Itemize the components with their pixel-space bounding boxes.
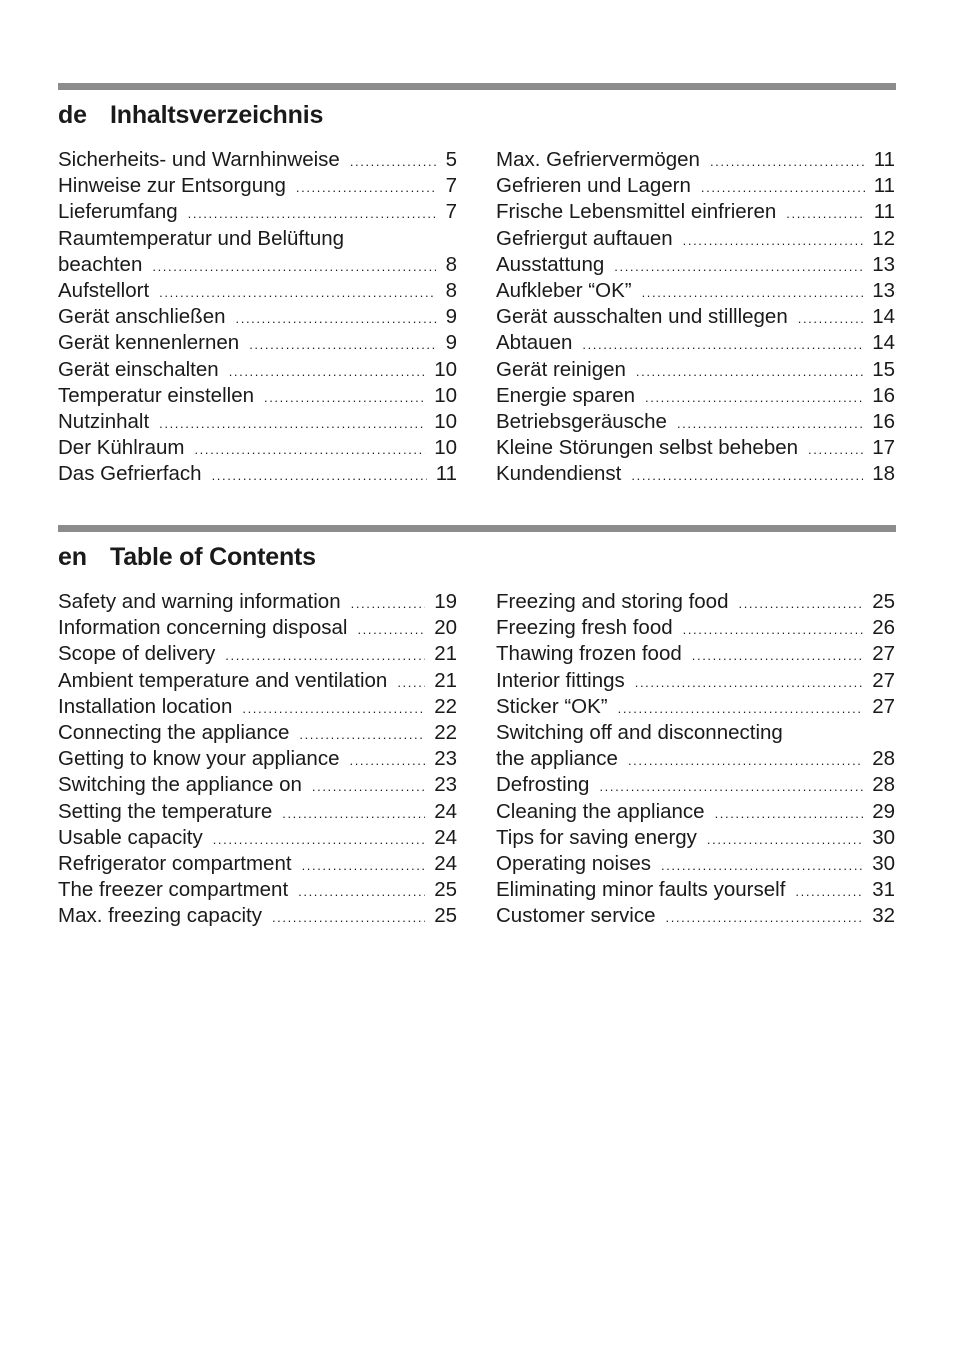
toc-entry-title: Usable capacity — [58, 825, 203, 849]
dot-leader — [152, 254, 436, 280]
toc-entry[interactable] — [58, 147, 457, 173]
toc-entry[interactable] — [58, 409, 457, 435]
toc-column-right — [496, 147, 895, 487]
dot-leader — [351, 591, 426, 617]
toc-entry-title: Gerät ausschalten und stilllegen — [496, 305, 788, 329]
toc-entry-page: 21 — [434, 668, 457, 692]
toc-entry[interactable] — [496, 694, 895, 720]
toc-entry[interactable] — [58, 746, 457, 772]
toc-entry[interactable] — [496, 877, 895, 903]
toc-entry[interactable] — [58, 357, 457, 383]
toc-entry-page: 10 — [434, 436, 457, 460]
dot-leader — [738, 591, 863, 617]
toc-entry[interactable] — [58, 851, 457, 877]
dot-leader — [631, 463, 863, 489]
toc-entry[interactable] — [496, 330, 895, 356]
dot-leader — [666, 905, 864, 931]
toc-entry-page: 29 — [872, 799, 895, 823]
dot-leader — [282, 801, 425, 827]
toc-entry-title: Ambient temperature and ventilation — [58, 668, 388, 692]
section-title: Table of Contents — [110, 543, 316, 571]
toc-entry-title: beachten — [58, 252, 143, 276]
toc-entry-title: Max. Gefriervermögen — [496, 148, 700, 171]
toc-entry-page: 14 — [872, 331, 895, 355]
toc-entry-page: 10 — [434, 409, 457, 433]
toc-entry-page: 22 — [434, 720, 457, 744]
toc-entry-page: 7 — [445, 174, 457, 198]
toc-entry-title: Setting the temperature — [58, 799, 273, 823]
toc-entry-page: 10 — [434, 357, 457, 381]
toc-entry-page: 27 — [872, 694, 895, 718]
dot-leader — [159, 411, 425, 437]
toc-entry-title: Information concerning disposal — [58, 616, 348, 640]
toc-entry[interactable] — [496, 641, 895, 667]
section-divider — [58, 83, 896, 90]
toc-entry-page: 24 — [434, 851, 457, 875]
toc-entry-page: 10 — [434, 383, 457, 407]
dot-leader — [642, 280, 864, 306]
toc-entry-title: Thawing frozen food — [496, 642, 682, 666]
dot-leader — [692, 643, 863, 669]
dot-leader — [683, 228, 864, 254]
dot-leader — [272, 905, 425, 931]
toc-entry-page: 25 — [434, 878, 457, 902]
toc-entry-title: Gefriergut auftauen — [496, 226, 673, 250]
section-heading — [58, 101, 896, 131]
dot-leader — [710, 149, 865, 175]
dot-leader — [312, 774, 425, 800]
toc-entry-title: Tips for saving energy — [496, 825, 697, 849]
toc-entry[interactable] — [58, 226, 457, 252]
toc-entry-page: 32 — [872, 904, 895, 928]
toc-entry-page: 15 — [872, 357, 895, 381]
toc-entry-title: Temperatur einstellen — [58, 383, 254, 407]
toc-section-en — [58, 525, 896, 928]
toc-entry-title: Freezing fresh food — [496, 616, 673, 640]
toc-entry[interactable] — [496, 304, 895, 330]
toc-entry-page: 9 — [445, 305, 457, 329]
toc-entry-page: 31 — [872, 878, 895, 902]
toc-entry-page: 27 — [872, 668, 895, 692]
toc-entry-page: 17 — [872, 436, 895, 460]
dot-leader — [229, 359, 426, 385]
toc-entry-page: 23 — [434, 747, 457, 771]
toc-entry-page: 25 — [434, 904, 457, 928]
dot-leader — [296, 175, 436, 201]
language-code: de — [58, 101, 87, 129]
toc-entry[interactable] — [496, 147, 895, 173]
dot-leader — [645, 385, 863, 411]
dot-leader — [618, 696, 864, 722]
toc-entry-page: 7 — [445, 200, 457, 224]
toc-entry[interactable] — [496, 799, 895, 825]
toc-entry-page: 24 — [434, 825, 457, 849]
toc-entry[interactable] — [496, 589, 895, 615]
toc-entry[interactable] — [58, 278, 457, 304]
dot-leader — [242, 696, 425, 722]
dot-leader — [302, 853, 426, 879]
toc-entry[interactable] — [496, 409, 895, 435]
toc-entry[interactable] — [496, 615, 895, 641]
toc-entry-title: Nutzinhalt — [58, 409, 150, 433]
toc-entry[interactable] — [58, 877, 457, 903]
toc-entry[interactable] — [496, 357, 895, 383]
toc-entry-title: Lieferumfang — [58, 200, 178, 224]
toc-entry-title: Energie sparen — [496, 383, 636, 407]
dot-leader — [635, 670, 863, 696]
toc-entry-page: 5 — [445, 148, 457, 171]
toc-entry-page: 16 — [872, 383, 895, 407]
toc-entry-page: 30 — [872, 825, 895, 849]
toc-entry[interactable] — [58, 799, 457, 825]
dot-leader — [397, 670, 425, 696]
toc-entry[interactable] — [58, 435, 457, 461]
toc-entry-page: 9 — [445, 331, 457, 355]
dot-leader — [194, 437, 425, 463]
toc-entry[interactable] — [496, 668, 895, 694]
toc-entry-title: Customer service — [496, 904, 656, 928]
dot-leader — [798, 306, 863, 332]
toc-entry-page: 25 — [872, 590, 895, 613]
toc-entry-title: Betriebsgeräusche — [496, 409, 667, 433]
dot-leader — [614, 254, 863, 280]
toc-entry[interactable] — [58, 825, 457, 851]
dot-leader — [628, 748, 863, 774]
toc-entry-page: 12 — [872, 226, 895, 250]
toc-entry[interactable] — [496, 720, 895, 746]
dot-leader — [225, 643, 425, 669]
dot-leader — [212, 463, 427, 489]
dot-leader — [701, 175, 865, 201]
toc-entry-page: 11 — [873, 148, 895, 171]
dot-leader — [707, 827, 863, 853]
dot-leader — [786, 201, 864, 227]
toc-entry[interactable] — [496, 746, 895, 772]
language-code: en — [58, 543, 87, 571]
toc-entry-title: Kundendienst — [496, 462, 622, 486]
toc-entry-title: Aufkleber “OK” — [496, 278, 632, 302]
dot-leader — [349, 748, 425, 774]
toc-entry[interactable] — [496, 772, 895, 798]
dot-leader — [236, 306, 436, 332]
toc-entry-page: 23 — [434, 773, 457, 797]
toc-entry[interactable] — [496, 851, 895, 877]
toc-entry-page: 16 — [872, 409, 895, 433]
dot-leader — [213, 827, 425, 853]
toc-entry[interactable] — [58, 383, 457, 409]
dot-leader — [249, 332, 436, 358]
toc-column-left — [58, 147, 457, 487]
dot-leader — [159, 280, 436, 306]
toc-entry-title: Refrigerator compartment — [58, 851, 292, 875]
toc-entry-page: 8 — [445, 252, 457, 276]
toc-entry-page: 13 — [872, 278, 895, 302]
toc-entry-title: Gerät kennenlernen — [58, 331, 240, 355]
toc-entry[interactable] — [496, 252, 895, 278]
toc-entry-title: Gerät reinigen — [496, 357, 626, 381]
toc-entry[interactable] — [58, 252, 457, 278]
toc-entry-page: 11 — [873, 174, 895, 198]
toc-entry-title: Sticker “OK” — [496, 694, 608, 718]
toc-entry-title: Switching off and disconnecting — [496, 720, 783, 744]
toc-entry-title: the appliance — [496, 747, 618, 771]
toc-entry-title: The freezer compartment — [58, 878, 289, 902]
dot-leader — [264, 385, 425, 411]
toc-entry-title: Aufstellort — [58, 278, 150, 302]
toc-entry[interactable] — [58, 330, 457, 356]
toc-entry[interactable] — [496, 825, 895, 851]
toc-entry[interactable] — [58, 668, 457, 694]
toc-entry[interactable] — [496, 226, 895, 252]
toc-entry-page: 28 — [872, 747, 895, 771]
toc-entry-page: 28 — [872, 773, 895, 797]
dot-leader — [683, 617, 864, 643]
toc-entry[interactable] — [58, 641, 457, 667]
dot-leader — [188, 201, 436, 227]
toc-entry-title: Eliminating minor faults yourself — [496, 878, 786, 902]
toc-entry[interactable] — [58, 615, 457, 641]
dot-leader — [636, 359, 863, 385]
toc-entry-title: Freezing and storing food — [496, 590, 729, 613]
section-heading — [58, 543, 896, 573]
toc-entry-page: 27 — [872, 642, 895, 666]
section-divider — [58, 525, 896, 532]
toc-entry-title: Abtauen — [496, 331, 573, 355]
toc-entry-title: Sicherheits- und Warnhinweise — [58, 148, 340, 171]
toc-entry-title: Safety and warning information — [58, 590, 341, 613]
toc-entry-page: 8 — [445, 278, 457, 302]
toc-entry[interactable] — [496, 461, 895, 487]
dot-leader — [298, 879, 425, 905]
dot-leader — [808, 437, 863, 463]
toc-entry[interactable] — [496, 173, 895, 199]
toc-entry[interactable] — [58, 589, 457, 615]
toc-entry-title: Installation location — [58, 694, 233, 718]
toc-entry-title: Das Gefrierfach — [58, 462, 202, 486]
toc-entry-title: Operating noises — [496, 851, 651, 875]
section-title: Inhaltsverzeichnis — [110, 101, 324, 129]
toc-entry-page: 14 — [872, 305, 895, 329]
toc-entry[interactable] — [496, 199, 895, 225]
toc-entry-title: Defrosting — [496, 773, 590, 797]
toc-entry[interactable] — [58, 304, 457, 330]
toc-column-left — [58, 589, 457, 929]
toc-entry[interactable] — [58, 720, 457, 746]
toc-entry-title: Switching the appliance on — [58, 773, 302, 797]
toc-entry-page: 13 — [872, 252, 895, 276]
toc-entry-title: Ausstattung — [496, 252, 605, 276]
toc-entry[interactable] — [496, 435, 895, 461]
toc-entry[interactable] — [496, 278, 895, 304]
dot-leader — [715, 801, 864, 827]
toc-entry[interactable] — [58, 772, 457, 798]
toc-entry-title: Scope of delivery — [58, 642, 216, 666]
toc-entry[interactable] — [58, 903, 457, 929]
toc-entry[interactable] — [58, 199, 457, 225]
toc-entry[interactable] — [496, 903, 895, 929]
dot-leader — [599, 774, 863, 800]
toc-column-right — [496, 589, 895, 929]
toc-entry[interactable] — [496, 383, 895, 409]
dot-leader — [299, 722, 425, 748]
toc-entry[interactable] — [58, 461, 457, 487]
toc-entry-title: Der Kühlraum — [58, 436, 185, 460]
dot-leader — [357, 617, 425, 643]
toc-entry-page: 11 — [873, 200, 895, 224]
toc-entry-title: Hinweise zur Entsorgung — [58, 174, 286, 198]
toc-entry-title: Raumtemperatur und Belüftung — [58, 226, 345, 250]
toc-entry-page: 22 — [434, 694, 457, 718]
dot-leader — [661, 853, 863, 879]
toc-entry-page: 30 — [872, 851, 895, 875]
toc-entry-page: 18 — [872, 462, 895, 486]
toc-entry-page: 19 — [434, 590, 457, 613]
toc-entry-page: 24 — [434, 799, 457, 823]
toc-entry-title: Getting to know your appliance — [58, 747, 340, 771]
dot-leader — [795, 879, 863, 905]
toc-section-de — [58, 83, 896, 486]
toc-entry-title: Gerät einschalten — [58, 357, 219, 381]
toc-entry-title: Max. freezing capacity — [58, 904, 262, 928]
toc-entry-page: 20 — [434, 616, 457, 640]
toc-entry-page: 26 — [872, 616, 895, 640]
toc-entry-title: Kleine Störungen selbst beheben — [496, 436, 799, 460]
toc-entry-page: 11 — [435, 462, 457, 486]
toc-entry-title: Gefrieren und Lagern — [496, 174, 691, 198]
dot-leader — [677, 411, 863, 437]
toc-entry-page: 21 — [434, 642, 457, 666]
toc-entry[interactable] — [58, 173, 457, 199]
dot-leader — [350, 149, 436, 175]
toc-entry-title: Interior fittings — [496, 668, 625, 692]
toc-entry-title: Connecting the appliance — [58, 720, 290, 744]
toc-entry-title: Frische Lebensmittel einfrieren — [496, 200, 777, 224]
dot-leader — [582, 332, 863, 358]
toc-entry-title: Gerät anschließen — [58, 305, 226, 329]
toc-entry[interactable] — [58, 694, 457, 720]
toc-entry-title: Cleaning the appliance — [496, 799, 705, 823]
